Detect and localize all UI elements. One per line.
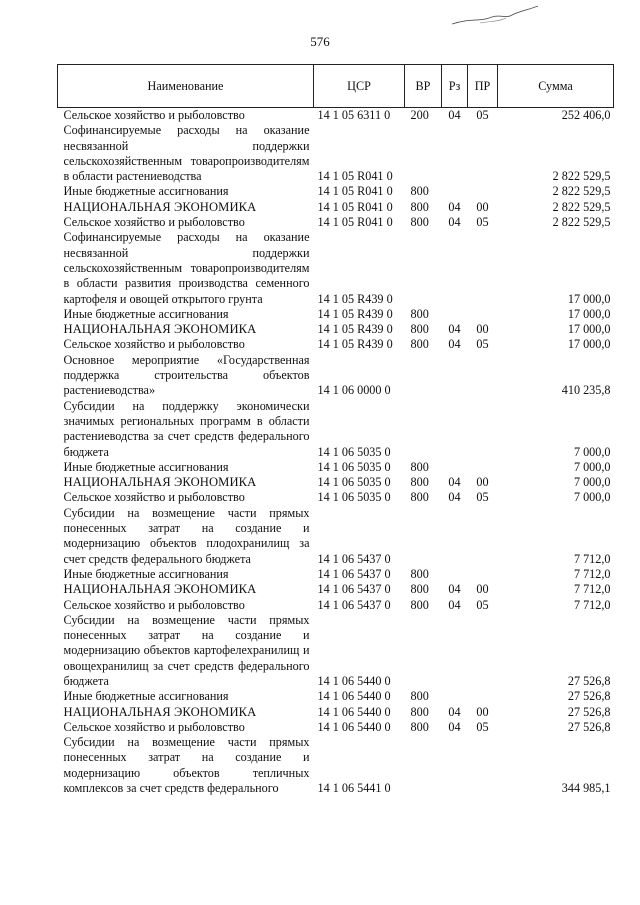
cell-sum: 344 985,1	[561, 781, 611, 796]
cell-sum: 7 000,0	[573, 459, 611, 474]
cell-sum: 17 000,0	[567, 291, 611, 306]
cell-pr	[468, 506, 498, 567]
cell-pr: 05	[476, 215, 489, 230]
cell-sum: 410 235,8	[561, 383, 611, 398]
header-pr: ПР	[468, 65, 498, 108]
table-row	[58, 353, 614, 399]
cell-rz: 04	[448, 322, 461, 337]
cell-vr: 800	[410, 306, 429, 321]
cell-sum: 252 406,0	[561, 108, 611, 122]
cell-rz	[442, 230, 468, 306]
cell-sum: 7 712,0	[573, 582, 611, 597]
handwritten-signature	[450, 4, 540, 30]
cell-sum: 2 822 529,5	[552, 215, 611, 230]
cell-name: НАЦИОНАЛЬНАЯ ЭКОНОМИКА	[63, 322, 257, 337]
cell-sum: 27 526,8	[567, 673, 611, 688]
table-row	[58, 598, 614, 613]
cell-vr: 800	[410, 597, 429, 612]
cell-sum: 2 822 529,5	[552, 184, 611, 199]
cell-vr: 800	[410, 566, 429, 581]
table-row	[58, 184, 614, 199]
cell-name: Субсидии на возмещение части прямых понесенных затрат на создание и модернизацию объектов картофелехранилищ и овощехранилищ за счет средств федерального бюджета	[63, 612, 310, 688]
table-row	[58, 490, 614, 505]
cell-name: НАЦИОНАЛЬНАЯ ЭКОНОМИКА	[63, 582, 257, 597]
table-body	[58, 108, 614, 797]
header-rz: Рз	[442, 65, 468, 108]
header-name: Наименование	[58, 65, 314, 108]
cell-csr: 14 1 05 6311 0	[317, 108, 391, 122]
cell-pr: 00	[476, 475, 489, 490]
cell-sum: 7 712,0	[573, 597, 611, 612]
cell-vr: 800	[410, 719, 429, 734]
cell-csr: 14 1 05 R439 0	[317, 337, 393, 352]
cell-pr	[468, 567, 498, 582]
cell-vr: 800	[410, 184, 429, 199]
cell-vr: 800	[410, 459, 429, 474]
cell-name: Сельское хозяйство и рыболовство	[63, 337, 245, 352]
cell-csr: 14 1 05 R041 0	[317, 184, 393, 199]
table-row	[58, 475, 614, 490]
cell-sum: 27 526,8	[567, 719, 611, 734]
cell-csr: 14 1 06 5440 0	[317, 704, 391, 719]
cell-csr: 14 1 06 5440 0	[317, 689, 391, 704]
cell-name: Софинансируемые расходы на оказание несвязанной поддержки сельскохозяйственным товаропроизводителям в области развития производства семенного картофеля и овощей открытого грунта	[63, 230, 310, 306]
cell-vr: 800	[410, 475, 429, 490]
cell-csr: 14 1 06 5437 0	[317, 551, 391, 566]
cell-vr: 200	[410, 108, 429, 122]
cell-pr: 00	[476, 199, 489, 214]
cell-csr: 14 1 06 0000 0	[317, 383, 391, 398]
cell-pr: 05	[476, 719, 489, 734]
cell-pr: 05	[476, 490, 489, 505]
header-vr: ВР	[405, 65, 442, 108]
cell-sum: 17 000,0	[567, 306, 611, 321]
cell-pr: 00	[476, 704, 489, 719]
cell-vr: 800	[410, 215, 429, 230]
table-row	[58, 506, 614, 567]
table-row	[58, 689, 614, 704]
cell-csr: 14 1 05 R439 0	[317, 322, 393, 337]
cell-rz: 04	[448, 337, 461, 352]
cell-rz	[442, 353, 468, 399]
cell-vr: 800	[410, 337, 429, 352]
cell-vr	[405, 399, 442, 460]
table-header-row	[58, 65, 614, 108]
cell-name: Сельское хозяйство и рыболовство	[63, 108, 245, 122]
cell-sum: 7 000,0	[573, 490, 611, 505]
cell-csr: 14 1 05 R041 0	[317, 169, 393, 184]
table-row	[58, 108, 614, 124]
cell-rz: 04	[448, 475, 461, 490]
cell-csr: 14 1 05 R439 0	[317, 291, 393, 306]
cell-pr	[468, 123, 498, 184]
cell-csr: 14 1 06 5035 0	[317, 490, 391, 505]
table-row	[58, 307, 614, 322]
cell-rz	[442, 613, 468, 689]
cell-rz	[442, 735, 468, 796]
cell-vr	[405, 123, 442, 184]
cell-vr	[405, 353, 442, 399]
cell-csr: 14 1 05 R439 0	[317, 306, 393, 321]
cell-name: Сельское хозяйство и рыболовство	[63, 490, 245, 505]
cell-pr: 05	[476, 597, 489, 612]
table-row	[58, 613, 614, 689]
cell-vr: 800	[410, 490, 429, 505]
cell-pr: 05	[476, 108, 489, 122]
cell-name: Основное мероприятие «Государственная поддержка строительства объектов растениеводства»	[63, 352, 310, 398]
cell-rz	[442, 567, 468, 582]
cell-pr	[468, 735, 498, 796]
cell-rz	[442, 689, 468, 704]
cell-rz: 04	[448, 704, 461, 719]
cell-pr: 05	[476, 337, 489, 352]
cell-csr: 14 1 06 5440 0	[317, 673, 391, 688]
cell-pr	[468, 184, 498, 199]
cell-rz: 04	[448, 108, 461, 122]
cell-vr	[405, 735, 442, 796]
table-row	[58, 230, 614, 306]
cell-rz: 04	[448, 719, 461, 734]
table-row	[58, 337, 614, 352]
cell-rz: 04	[448, 490, 461, 505]
table-row	[58, 123, 614, 184]
cell-csr: 14 1 06 5437 0	[317, 597, 391, 612]
cell-pr	[468, 353, 498, 399]
cell-rz	[442, 307, 468, 322]
header-csr: ЦСР	[314, 65, 405, 108]
cell-pr	[468, 399, 498, 460]
cell-sum: 7 000,0	[573, 475, 611, 490]
cell-pr: 00	[476, 322, 489, 337]
cell-pr	[468, 230, 498, 306]
cell-pr	[468, 460, 498, 475]
page-number: 576	[310, 34, 330, 49]
cell-csr: 14 1 06 5440 0	[317, 719, 391, 734]
cell-pr	[468, 613, 498, 689]
cell-sum: 7 712,0	[573, 551, 611, 566]
cell-pr	[468, 307, 498, 322]
cell-sum: 7 712,0	[573, 566, 611, 581]
header-sum: Сумма	[498, 65, 614, 108]
table-row	[58, 582, 614, 597]
cell-sum: 2 822 529,5	[552, 199, 611, 214]
cell-name: НАЦИОНАЛЬНАЯ ЭКОНОМИКА	[63, 704, 257, 719]
cell-name: Сельское хозяйство и рыболовство	[63, 719, 245, 734]
cell-sum: 17 000,0	[567, 322, 611, 337]
cell-csr: 14 1 06 5035 0	[317, 475, 391, 490]
cell-name: Сельское хозяйство и рыболовство	[63, 215, 245, 230]
cell-vr	[405, 506, 442, 567]
cell-name: Субсидии на возмещение части прямых понесенных затрат на создание и модернизацию объектов тепличных комплексов за счет средств федерального	[63, 735, 310, 796]
cell-sum: 2 822 529,5	[552, 169, 611, 184]
table-row	[58, 399, 614, 460]
cell-name: Иные бюджетные ассигнования	[63, 184, 229, 199]
cell-sum: 17 000,0	[567, 337, 611, 352]
cell-rz: 04	[448, 597, 461, 612]
table-row	[58, 322, 614, 337]
cell-csr: 14 1 06 5437 0	[317, 566, 391, 581]
table-row	[58, 567, 614, 582]
cell-rz	[442, 184, 468, 199]
cell-csr: 14 1 06 5035 0	[317, 444, 391, 459]
cell-rz: 04	[448, 582, 461, 597]
cell-csr: 14 1 05 R041 0	[317, 199, 393, 214]
cell-name: Сельское хозяйство и рыболовство	[63, 597, 245, 612]
cell-vr: 800	[410, 689, 429, 704]
cell-rz	[442, 460, 468, 475]
cell-name: Иные бюджетные ассигнования	[63, 689, 229, 704]
cell-name: НАЦИОНАЛЬНАЯ ЭКОНОМИКА	[63, 475, 257, 490]
cell-vr: 800	[410, 704, 429, 719]
cell-name: Иные бюджетные ассигнования	[63, 566, 229, 581]
cell-pr: 00	[476, 582, 489, 597]
cell-name: Софинансируемые расходы на оказание несвязанной поддержки сельскохозяйственным товаропроизводителям в области растениеводства	[63, 123, 310, 184]
cell-csr: 14 1 06 5437 0	[317, 582, 391, 597]
cell-name: Иные бюджетные ассигнования	[63, 306, 229, 321]
cell-name: Иные бюджетные ассигнования	[63, 459, 229, 474]
cell-name: Субсидии на поддержку экономически значимых региональных программ в области растениеводства за счет средств федерального бюджета	[63, 398, 310, 459]
budget-table	[57, 64, 614, 796]
table-row	[58, 720, 614, 735]
cell-rz: 04	[448, 215, 461, 230]
cell-sum: 7 000,0	[573, 444, 611, 459]
cell-pr	[468, 689, 498, 704]
cell-sum: 27 526,8	[567, 704, 611, 719]
cell-csr: 14 1 06 5035 0	[317, 459, 391, 474]
table-row	[58, 735, 614, 796]
cell-rz: 04	[448, 199, 461, 214]
cell-csr: 14 1 05 R041 0	[317, 215, 393, 230]
table-row	[58, 460, 614, 475]
cell-name: Субсидии на возмещение части прямых понесенных затрат на создание и модернизацию объектов плодохранилищ за счет средств федерального бюджета	[63, 505, 310, 566]
cell-vr: 800	[410, 582, 429, 597]
table-row	[58, 215, 614, 230]
cell-vr	[405, 230, 442, 306]
cell-sum: 27 526,8	[567, 689, 611, 704]
table-row	[58, 705, 614, 720]
cell-rz	[442, 399, 468, 460]
table-row	[58, 200, 614, 215]
cell-rz	[442, 123, 468, 184]
cell-csr: 14 1 06 5441 0	[317, 781, 391, 796]
cell-rz	[442, 506, 468, 567]
cell-name: НАЦИОНАЛЬНАЯ ЭКОНОМИКА	[63, 199, 257, 214]
cell-vr: 800	[410, 199, 429, 214]
cell-vr	[405, 613, 442, 689]
cell-vr: 800	[410, 322, 429, 337]
